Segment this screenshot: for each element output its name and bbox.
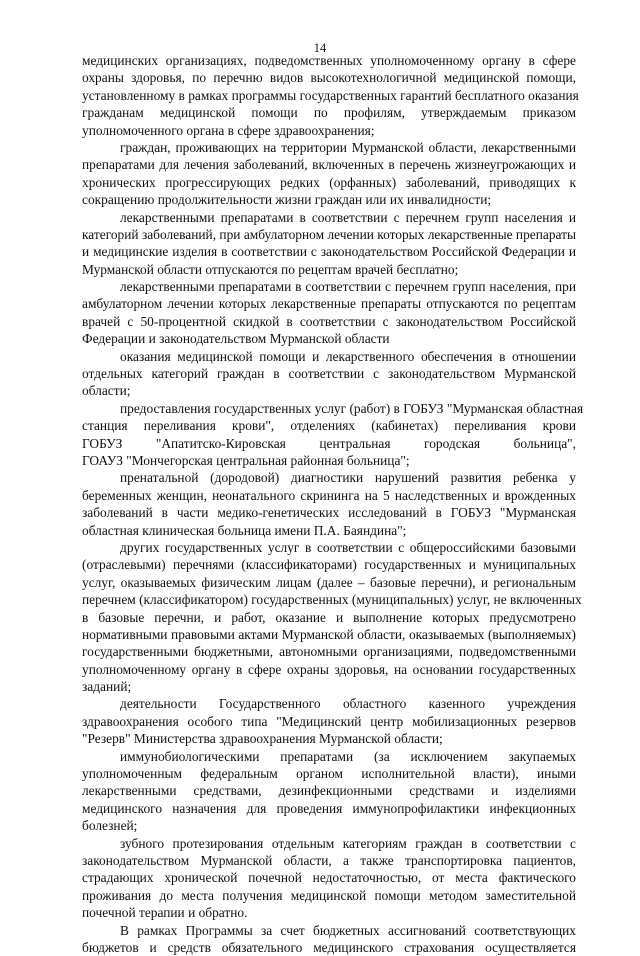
paragraph	[82, 922, 576, 956]
paragraph	[82, 835, 576, 922]
paragraph	[82, 139, 576, 209]
text-line: Федерации и законодательством Мурманской области	[82, 331, 390, 347]
text-line: охраны здоровья, по перечню видов высокотехнологичной медицинской помощи,	[82, 70, 576, 86]
paragraph	[82, 209, 576, 279]
text-line: отдельных категорий граждан в соответствии с законодательством Мурманской	[82, 366, 576, 382]
text-line: бюджетов и средств обязательного медицинского страхования осуществляется	[82, 939, 576, 955]
text-line: лекарственными препаратами в соответствии с перечнем групп населения и	[120, 209, 576, 225]
text-line: почечной терапии и обратно.	[82, 905, 248, 921]
text-line: ГОБУЗ "Апатитско-Кировская центральная городская больница",	[82, 435, 576, 451]
text-line: болезней;	[82, 818, 138, 834]
text-line: предоставления государственных услуг (работ) в ГОБУЗ "Мурманская областная	[120, 400, 584, 416]
text-line: нормативными правовыми актами Мурманской области, оказываемых (выполняемых)	[82, 626, 576, 642]
text-line: врачей с 50-процентной скидкой в соответствии с законодательством Российской	[82, 313, 576, 329]
text-line: Мурманской области отпускаются по рецептам врачей бесплатно;	[82, 261, 459, 277]
text-line: (отраслевыми) перечнями (классификаторами) государственных и муниципальных	[82, 557, 576, 573]
page-number: 14	[313, 41, 327, 55]
text-line: государственными бюджетными, автономными организациями, подведомственными	[82, 644, 576, 660]
text-line: перечнем (классификатором) государственных (муниципальных) услуг, не включенных	[82, 592, 582, 608]
text-line: областная клиническая больница имени П.А. Баяндина";	[82, 522, 407, 538]
text-line: и медицинские изделия в соответствии с законодательством Российской Федерации и	[82, 244, 576, 260]
text-line: медицинского назначения для проведения иммунопрофилактики инфекционных	[82, 800, 576, 816]
text-line: других государственных услуг в соответствии с общероссийскими базовыми	[120, 539, 576, 555]
text-line: ГОАУЗ "Мончегорская центральная районная больница";	[82, 452, 410, 468]
paragraph	[82, 469, 576, 539]
text-line: страдающих хронической почечной недостаточностью, от места фактического	[82, 870, 576, 886]
text-line: уполномоченным федеральным органом исполнительной власти), иными	[82, 766, 576, 782]
text-line: уполномоченного органа в сфере здравоохранения;	[82, 122, 375, 138]
text-line: препаратами для лечения заболеваний, включенных в перечень жизнеугрожающих и	[82, 157, 576, 173]
text-line: зубного протезирования отдельным категориям граждан в соответствии с	[120, 835, 576, 851]
text-line: проживания до места получения медицинской помощи методом заместительной	[82, 887, 576, 903]
text-line: здравоохранения особого типа "Медицинский центр мобилизационных резервов	[82, 713, 576, 729]
text-line: категорий заболеваний, при амбулаторном лечении которых лекарственные препараты	[82, 226, 576, 242]
text-line: оказания медицинской помощи и лекарственного обеспечения в отношении	[120, 348, 576, 364]
text-line: в базовые перечни, и работ, оказание и выполнение которых предусмотрено	[82, 609, 576, 625]
paragraph	[82, 400, 584, 470]
text-line: хронических прогрессирующих редких (орфанных) заболеваний, приводящих к	[82, 174, 576, 190]
text-line: гражданам медицинской помощи по профилям, утверждаемым приказом	[82, 105, 576, 121]
text-line: уполномоченному органу в сфере охраны здоровья, на основании государственных	[82, 661, 576, 677]
paragraph	[82, 695, 576, 747]
text-line: пренатальной (дородовой) диагностики нарушений развития ребенка у	[120, 470, 576, 486]
paragraph	[82, 52, 579, 139]
document-body	[82, 52, 584, 956]
text-line: заданий;	[82, 679, 132, 695]
text-line: деятельности Государственного областного казенного учреждения	[120, 696, 576, 712]
paragraph	[82, 539, 582, 696]
paragraph	[82, 748, 576, 835]
text-line: беременных женщин, неонатального скрининга на 5 наследственных и врожденных	[82, 487, 576, 503]
text-line: установленному в рамках программы государственных гарантий бесплатного оказания	[82, 87, 579, 103]
text-line: лекарственными средствами, дезинфекционными средствами и изделиями	[82, 783, 576, 799]
text-line: амбулаторном лечении которых лекарственные препараты отпускаются по рецептам	[82, 296, 576, 312]
text-line: лекарственными препаратами в соответствии с перечнем групп населения, при	[120, 279, 576, 295]
text-line: В рамках Программы за счет бюджетных ассигнований соответствующих	[120, 922, 576, 938]
text-line: граждан, проживающих на территории Мурманской области, лекарственными	[120, 139, 576, 155]
text-line: "Резерв" Министерства здравоохранения Мурманской области;	[82, 731, 443, 747]
text-line: сокращению продолжительности жизни граждан или их инвалидности;	[82, 192, 492, 208]
text-line: станция переливания крови", отделениях (кабинетах) переливания крови	[82, 418, 576, 434]
text-line: области;	[82, 383, 131, 399]
text-line: заболеваний в части медико-генетических исследований в ГОБУЗ "Мурманская	[82, 505, 576, 521]
text-line: медицинских организациях, подведомственных уполномоченному органу в сфере	[82, 53, 576, 68]
text-line: законодательством Мурманской области, а также транспортировка пациентов,	[82, 852, 576, 868]
text-line: иммунобиологическими препаратами (за исключением закупаемых	[120, 748, 576, 764]
text-line: услуг, оказываемых физическим лицам (далее – базовые перечни), и региональным	[82, 574, 576, 590]
paragraph	[82, 278, 576, 348]
paragraph	[82, 348, 576, 400]
